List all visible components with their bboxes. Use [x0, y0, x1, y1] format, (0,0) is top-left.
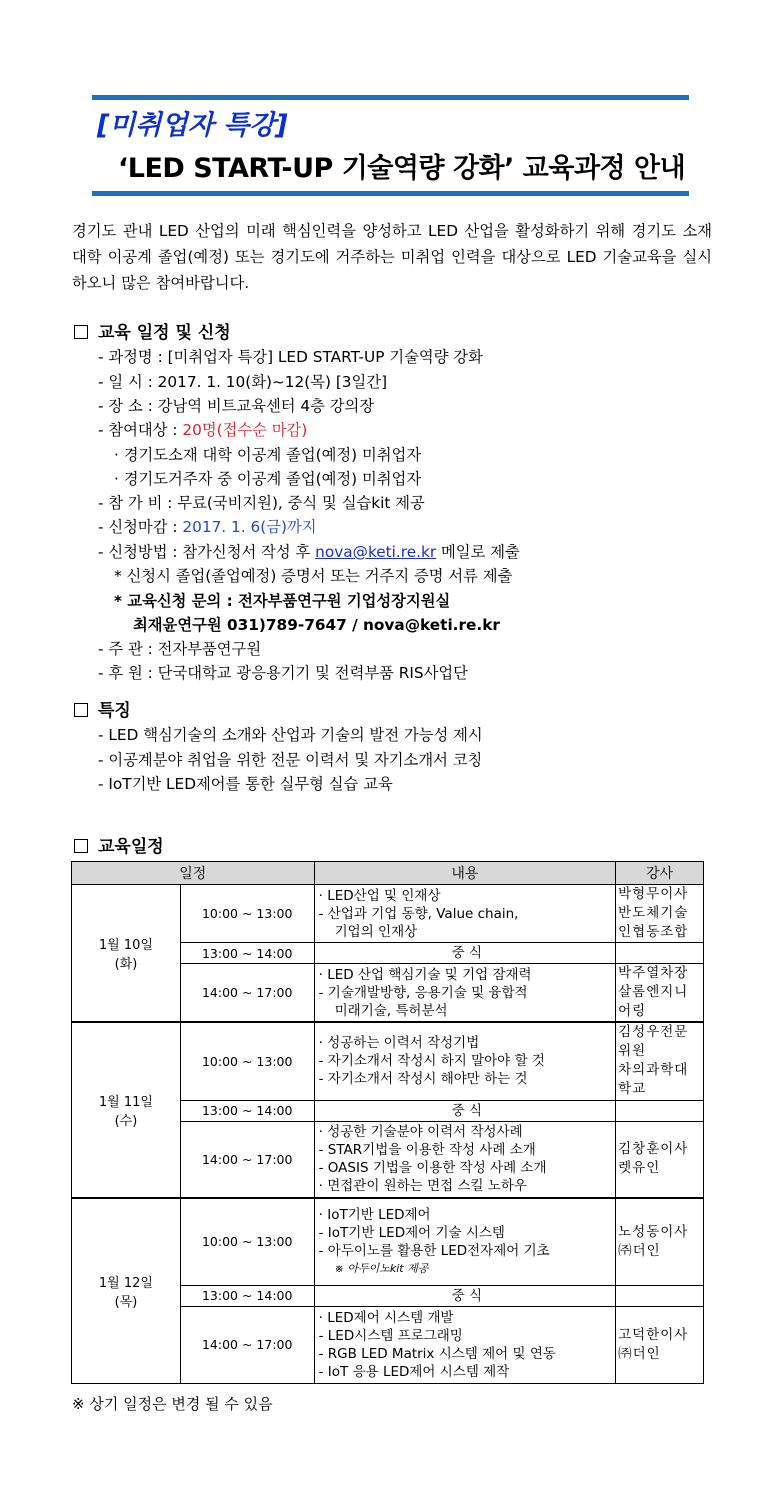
- content-cell: 중 식: [314, 943, 615, 964]
- course-method: - 신청방법 : 참가신청서 작성 후 nova@keti.re.kr 메일로 제출: [98, 543, 520, 561]
- course-deadline: - 신청마감 : 2017. 1. 6(금)까지: [98, 518, 317, 536]
- lecturer-cell: [616, 1285, 704, 1306]
- content-cell: · LED 산업 핵심기술 및 기업 잠재력 - 기술개발방향, 응용기술 및 융합적 미래기술, 특허분석: [314, 964, 615, 1023]
- target-item-2: · 경기도거주자 중 이공계 졸업(예정) 미취업자: [114, 470, 422, 488]
- col-header-content: 내용: [314, 862, 615, 885]
- time-cell: 13:00 ~ 14:00: [180, 943, 314, 964]
- course-sponsor: - 후 원 : 단국대학교 광응용기기 및 전력부품 RIS사업단: [98, 664, 468, 682]
- course-fee: - 참 가 비 : 무료(국비지원), 중식 및 실습kit 제공: [98, 494, 425, 512]
- kit-note: ※ 아두이노kit 제공: [334, 1261, 429, 1275]
- lecturer-cell: 박형무이사 반도체기술 인협동조합: [616, 885, 704, 943]
- table-row: [72, 1198, 704, 1285]
- day-cell: 1월 11일 (수): [72, 1022, 181, 1198]
- content-cell: · LED산업 및 인재상 - 산업과 기업 동향, Value chain, 기업의 인재상: [314, 885, 615, 943]
- lecturer-cell: 김창훈이사 렛유인: [616, 1121, 704, 1198]
- section-timetable-heading: 교육일정: [74, 832, 164, 857]
- table-row: [72, 885, 704, 943]
- lecturer-cell: 박주열차장 살롬엔지니 어링: [616, 964, 704, 1023]
- lecturer-cell: [616, 1100, 704, 1121]
- lecturer-cell: 고덕한이사 ㈜더인: [616, 1306, 704, 1383]
- col-header-schedule: 일정: [72, 862, 315, 885]
- note-contact: 최재윤연구원 031)789-7647 / nova@keti.re.kr: [133, 616, 500, 634]
- content-cell: · LED제어 시스템 개발 - LED시스템 프로그래밍 - RGB LED Matrix 시스템 제어 및 연동 - IoT 응용 LED제어 시스템 제작: [314, 1306, 615, 1383]
- lecturer-cell: 김성우전문 위원 차의과학대 학교: [616, 1022, 704, 1100]
- course-host: - 주 관 : 전자부품연구원: [98, 640, 262, 658]
- lecturer-cell: 노성동이사 ㈜더인: [616, 1198, 704, 1285]
- schedule-footnote: ※ 상기 일정은 변경 될 수 있음: [72, 1395, 273, 1413]
- course-date: - 일 시 : 2017. 1. 10(화)~12(목) [3일간]: [98, 373, 388, 391]
- schedule-table: [71, 861, 704, 1384]
- course-name: - 과정명 : [미취업자 특강] LED START-UP 기술역량 강화: [98, 348, 483, 366]
- day-cell: 1월 12일 (목): [72, 1198, 181, 1383]
- time-cell: 10:00 ~ 13:00: [180, 1198, 314, 1285]
- content-cell: 중 식: [314, 1100, 615, 1121]
- course-target: - 참여대상 : 20명(접수순 마감): [98, 421, 308, 439]
- table-row: [72, 1022, 704, 1100]
- target-item-1: · 경기도소재 대학 이공계 졸업(예정) 미취업자: [114, 446, 422, 464]
- checkbox-square-icon: [74, 839, 88, 853]
- time-cell: 13:00 ~ 14:00: [180, 1285, 314, 1306]
- page-title: ‘LED START-UP 기술역량 강화’ 교육과정 안내: [118, 153, 686, 184]
- checkbox-square-icon: [74, 325, 88, 339]
- header-top-rule: [92, 95, 689, 100]
- target-quota: 20명(접수순 마감): [182, 421, 308, 439]
- time-cell: 13:00 ~ 14:00: [180, 1100, 314, 1121]
- feature-item: - 이공계분야 취업을 위한 전문 이력서 및 자기소개서 코칭: [98, 751, 483, 769]
- time-cell: 10:00 ~ 13:00: [180, 1022, 314, 1100]
- feature-item: - IoT기반 LED제어를 통한 실무형 실습 교육: [98, 775, 393, 793]
- time-cell: 14:00 ~ 17:00: [180, 1121, 314, 1198]
- course-place: - 장 소 : 강남역 비트교육센터 4층 강의장: [98, 397, 375, 415]
- header-tag: [미취업자 특강]: [97, 110, 288, 141]
- col-header-lecturer: 강사: [616, 862, 704, 885]
- section-features-heading: 특징: [74, 696, 131, 721]
- note-inquiry: * 교육신청 문의 : 전자부품연구원 기업성장지원실: [114, 592, 451, 610]
- time-cell: 14:00 ~ 17:00: [180, 964, 314, 1023]
- note-document: * 신청시 졸업(졸업예정) 증명서 또는 거주지 증명 서류 제출: [114, 567, 513, 585]
- table-header-row: [72, 862, 704, 885]
- intro-paragraph: 경기도 관내 LED 산업의 미래 핵심인력을 양성하고 LED 산업을 활성화하기 위해 경기도 소재 대학 이공계 졸업(예정) 또는 경기도에 거주하는 미취업 인력을 대상으로 LED 기술교육을 실시하오니 많은 참여바랍니다.: [72, 222, 712, 292]
- lecturer-cell: [616, 943, 704, 964]
- section-schedule-heading: 교육 일정 및 신청: [74, 318, 231, 343]
- day-cell: 1월 10일 (화): [72, 885, 181, 1023]
- content-cell: · 성공하는 이력서 작성기법 - 자기소개서 작성시 하지 말아야 할 것 - 자기소개서 작성시 해야만 하는 것: [314, 1022, 615, 1100]
- email-link[interactable]: nova@keti.re.kr: [315, 543, 437, 561]
- checkbox-square-icon: [74, 703, 88, 717]
- content-cell: 중 식: [314, 1285, 615, 1306]
- time-cell: 10:00 ~ 13:00: [180, 885, 314, 943]
- deadline-date: 2017. 1. 6(금)까지: [182, 518, 317, 536]
- content-cell: · 성공한 기술분야 이력서 작성사례 - STAR기법을 이용한 작성 사례 소개 - OASIS 기법을 이용한 작성 사례 소개 · 면접관이 원하는 면접 스킬 노하우: [314, 1121, 615, 1198]
- time-cell: 14:00 ~ 17:00: [180, 1306, 314, 1383]
- feature-item: - LED 핵심기술의 소개와 산업과 기술의 발전 가능성 제시: [98, 726, 483, 744]
- header-bottom-rule: [92, 191, 689, 196]
- content-cell: · IoT기반 LED제어 - IoT기반 LED제어 기술 시스템 - 아두이노를 활용한 LED전자제어 기초 ※ 아두이노kit 제공: [314, 1198, 615, 1285]
